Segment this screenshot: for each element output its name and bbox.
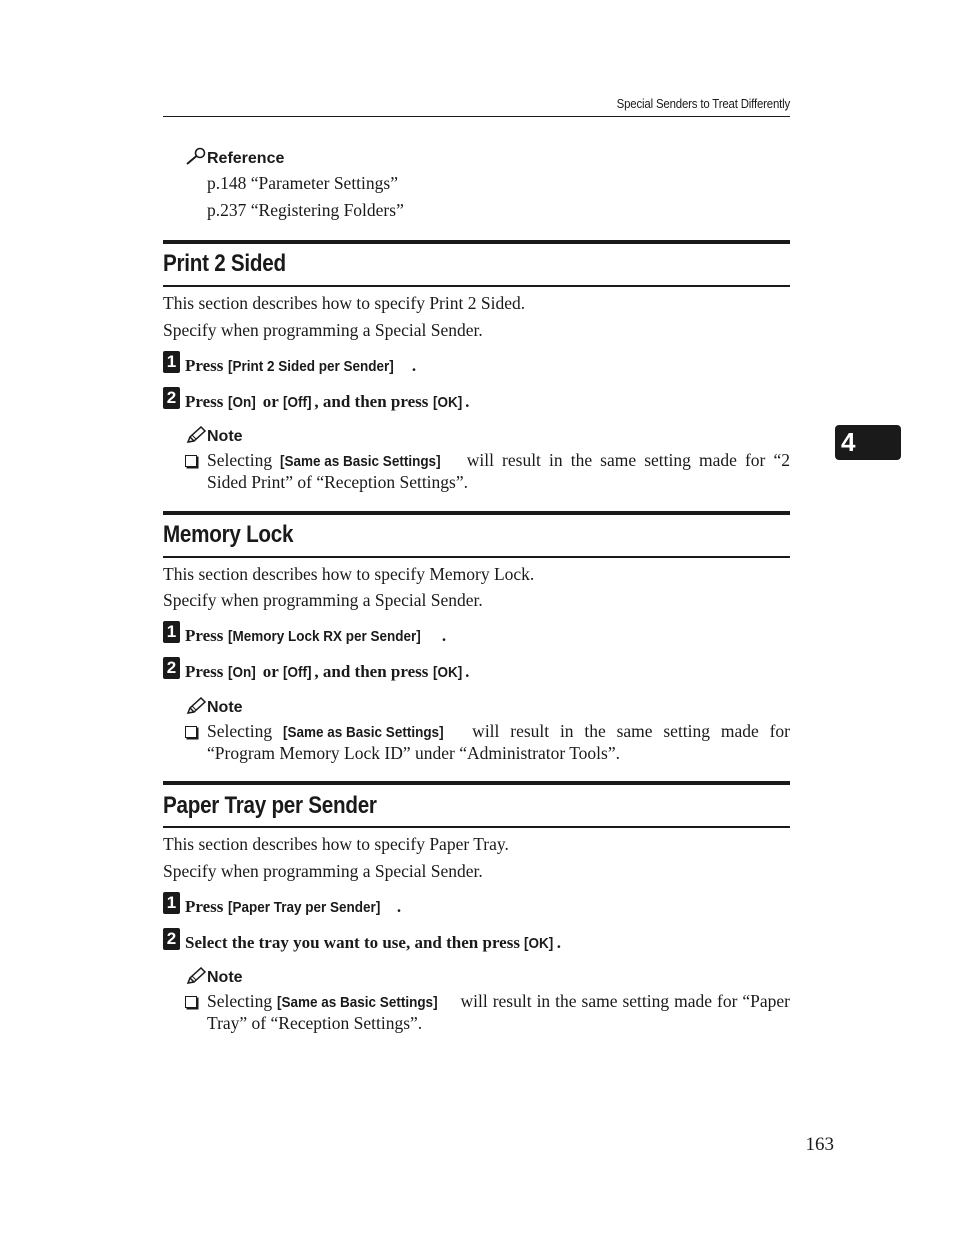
note-text: Selecting [Same as Basic Settings] will result in the same setting made for “Paper Tray” of “Reception Settings”. [207, 991, 790, 1033]
step-number-marker: 1 [163, 351, 180, 373]
step-instruction: Press [Paper Tray per Sender] . [185, 897, 402, 916]
section-rule [163, 240, 790, 244]
reference-label: Reference [207, 150, 285, 167]
step-instruction: Press [Print 2 Sided per Sender] . [185, 356, 417, 375]
reference-item: p.148 “Parameter Settings” [207, 173, 398, 193]
step-number-marker: 2 [163, 657, 180, 679]
key-label: [OK] [524, 935, 554, 952]
note-label: Note [207, 969, 243, 986]
step-instruction: Press [On] or [Off] , and then press [OK] . [185, 662, 470, 681]
step-instruction: Press [Memory Lock RX per Sender] . [185, 626, 447, 645]
intro-text: This section describes how to specify Memory Lock. [163, 564, 535, 584]
key-label: [Off] [282, 394, 312, 411]
key-label: [Same as Basic Settings] [282, 724, 444, 741]
key-label: [Memory Lock RX per Sender] [227, 628, 421, 645]
pencil-icon [185, 967, 207, 985]
section-rule [163, 781, 790, 785]
intro-text: Specify when programming a Special Sender. [163, 320, 483, 340]
key-label: [Same as Basic Settings] [280, 453, 441, 470]
note-text: Selecting [Same as Basic Settings] will result in the same setting made for “2 Sided Print” of “Reception Settings”. [207, 450, 790, 492]
step-number-marker: 1 [163, 892, 180, 914]
section-rule [163, 826, 790, 828]
key-label: [Same as Basic Settings] [277, 994, 438, 1011]
intro-text: Specify when programming a Special Sender. [163, 590, 483, 610]
section-title-paper-tray: Paper Tray per Sender [163, 792, 377, 819]
key-label: [OK] [432, 394, 462, 411]
note-text: Selecting [Same as Basic Settings] will result in the same setting made for “Program Memory Lock ID” under “Administrator Tools”. [207, 721, 790, 763]
pencil-icon [185, 426, 207, 444]
key-label: [On] [227, 664, 256, 681]
step-number-marker: 1 [163, 621, 180, 643]
section-title-print-2-sided: Print 2 Sided [163, 250, 286, 277]
intro-text: Specify when programming a Special Sender. [163, 861, 483, 881]
step-number-marker: 2 [163, 928, 180, 950]
checkbox-bullet [185, 996, 197, 1008]
key-label: [Print 2 Sided per Sender] [227, 358, 394, 375]
page-number: 163 [805, 1134, 834, 1155]
reference-item: p.237 “Registering Folders” [207, 200, 404, 220]
pencil-icon [185, 697, 207, 715]
magnifier-icon [185, 147, 207, 165]
note-label: Note [207, 428, 243, 445]
running-head: Special Senders to Treat Differently [163, 96, 790, 117]
section-rule [163, 511, 790, 515]
key-label: [Paper Tray per Sender] [227, 899, 380, 916]
step-instruction: Press [On] or [Off] , and then press [OK] . [185, 392, 470, 411]
step-instruction: Select the tray you want to use, and then press [OK] . [185, 933, 561, 952]
checkbox-bullet [185, 726, 197, 738]
section-rule [163, 556, 790, 558]
intro-text: This section describes how to specify Paper Tray. [163, 834, 509, 854]
key-label: [OK] [432, 664, 462, 681]
key-label: [Off] [282, 664, 312, 681]
section-rule [163, 285, 790, 287]
key-label: [On] [227, 394, 256, 411]
checkbox-bullet [185, 455, 197, 467]
section-title-memory-lock: Memory Lock [163, 521, 294, 548]
chapter-tab: 4 [835, 425, 901, 460]
note-label: Note [207, 699, 243, 716]
step-number-marker: 2 [163, 387, 180, 409]
intro-text: This section describes how to specify Print 2 Sided. [163, 293, 526, 313]
